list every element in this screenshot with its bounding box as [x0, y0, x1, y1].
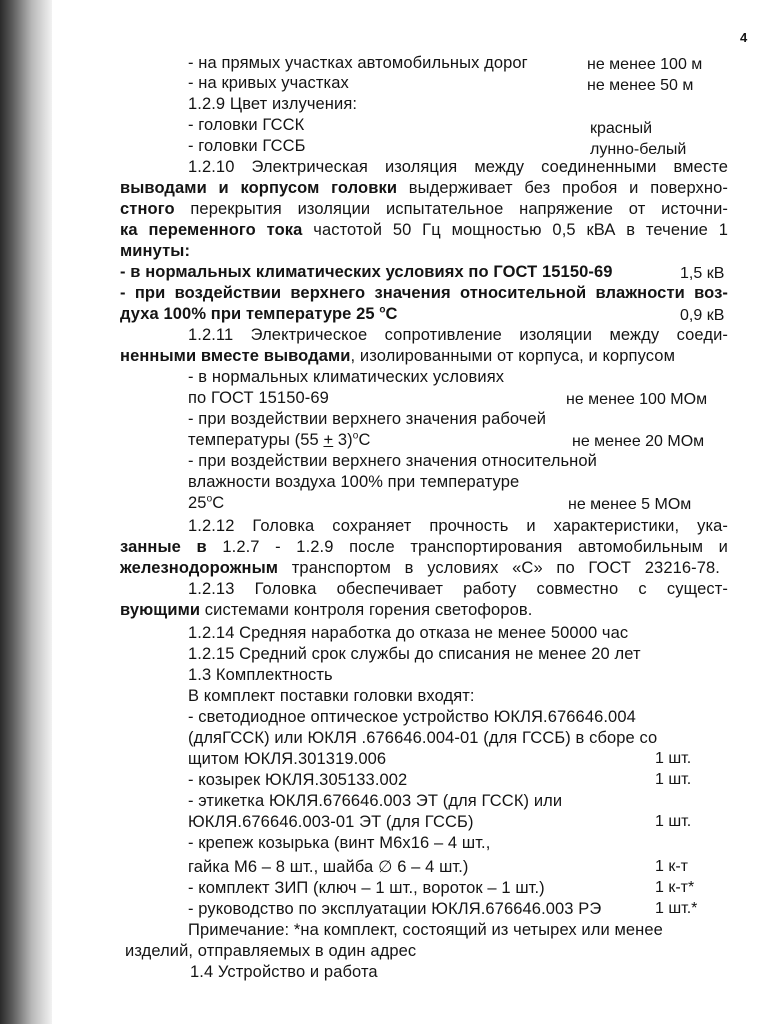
degree-sign: о [379, 304, 386, 316]
unit: С [212, 494, 225, 512]
bold-text: ненными вместе выводами [120, 347, 351, 365]
list-item: - руководство по эксплуатации ЮКЛЯ.676646.003 РЭ [188, 900, 602, 918]
list-item: - крепеж козырька (винт М6х16 – 4 шт., [188, 834, 491, 852]
paragraph-line: - в нормальных климатических условиях по ГОСТ 15150-69 [120, 263, 613, 281]
value: 0,9 кВ [680, 307, 725, 324]
note-line: Примечание: *на комплект, состоящий из четырех или менее [188, 921, 663, 939]
unit: С [358, 431, 371, 449]
quantity: 1 шт. [655, 813, 692, 830]
paragraph-line: минуты: [120, 242, 191, 260]
paragraph-line: 1.2.13 Головка обеспечивает работу совместно с сущест- [188, 580, 728, 598]
bold-text: духа 100% при температуре 25 [120, 305, 375, 323]
bold-text: ка переменного тока [120, 221, 303, 239]
list-item: - этикетка ЮКЛЯ.676646.003 ЭТ (для ГССК) или [188, 792, 563, 810]
text: температуры (55 [188, 431, 319, 449]
unit: С [385, 305, 398, 323]
quantity: 1 к-т* [655, 879, 695, 896]
degree-sign: о [352, 430, 359, 442]
text: перекрытия изоляции испытательное напряжение от источни- [174, 200, 728, 218]
text-line [188, 430, 370, 450]
text-line: - при воздействии верхнего значения рабочей [188, 410, 547, 428]
value: не менее 50 м [587, 77, 694, 94]
text-line: - головки ГССБ [188, 137, 306, 155]
text: 6 – 4 шт.) [397, 858, 469, 876]
value: красный [590, 120, 653, 137]
quantity: 1 шт. [655, 771, 692, 788]
text: 25 [188, 494, 207, 512]
value: не менее 100 м [587, 56, 703, 73]
text: транспортом в условиях «С» по ГОСТ 23216-78. [278, 559, 720, 577]
paragraph-line: 1.2.11 Электрическое сопротивление изоляции между соеди- [188, 326, 728, 344]
section-heading: 1.3 Комплектность [188, 666, 333, 684]
text: , изолированными от корпуса, и корпусом [350, 347, 676, 365]
list-item [188, 857, 469, 877]
section-heading: 1.2.9 Цвет излучения: [188, 95, 358, 113]
text-line: - на кривых участках [188, 74, 349, 92]
paragraph-line [120, 304, 398, 324]
paragraph-line [120, 600, 532, 620]
text-line: - при воздействии верхнего значения относительной [188, 452, 597, 470]
paragraph-line [120, 220, 728, 240]
list-item: - светодиодное оптическое устройство ЮКЛЯ.676646.004 [188, 708, 636, 726]
text-line: В комплект поставки головки входят: [188, 687, 475, 705]
bold-text: железнодорожным [120, 559, 279, 577]
note-line: изделий, отправляемых в один адрес [125, 942, 417, 960]
paragraph-line: 1.2.10 Электрическая изоляция между соединенными вместе [188, 158, 728, 176]
bold-text: стного [120, 200, 175, 218]
text: 3) [333, 431, 353, 449]
value: не менее 20 МОм [572, 433, 705, 450]
text-line: по ГОСТ 15150-69 [188, 389, 329, 407]
text-line: - головки ГССК [188, 116, 305, 134]
paragraph-line [120, 537, 728, 557]
list-item: (дляГССК) или ЮКЛЯ .676646.004-01 (для ГССБ) в сборе со [188, 729, 658, 747]
list-item: - козырек ЮКЛЯ.305133.002 [188, 771, 408, 789]
diameter-sign: ∅ [378, 858, 393, 876]
text-line: влажности воздуха 100% при температуре [188, 473, 520, 491]
paragraph-line [120, 199, 728, 219]
plus-minus-sign: + [323, 431, 334, 449]
paragraph-line [120, 558, 720, 578]
text-line: - на прямых участках автомобильных дорог [188, 54, 528, 72]
value: 1,5 кВ [680, 265, 725, 282]
text: гайка М6 – 8 шт., шайба [188, 858, 374, 876]
quantity: 1 шт. [655, 750, 692, 767]
list-item: щитом ЮКЛЯ.301319.006 [188, 750, 387, 768]
text: системами контроля горения светофоров. [200, 601, 533, 619]
paragraph-line: 1.2.12 Головка сохраняет прочность и характеристики, ука- [188, 517, 728, 535]
text-line: 1.2.14 Средняя наработка до отказа не менее 50000 час [188, 624, 629, 642]
paragraph-line: - при воздействии верхнего значения относительной влажности воз- [120, 284, 728, 302]
text-line: 1.2.15 Средний срок службы до списания не менее 20 лет [188, 645, 641, 663]
list-item: ЮКЛЯ.676646.003-01 ЭТ (для ГССБ) [188, 813, 474, 831]
bold-text: выводами и корпусом головки [120, 179, 398, 197]
text-line: - в нормальных климатических условиях [188, 368, 505, 386]
section-heading: 1.4 Устройство и работа [190, 963, 378, 981]
page-number: 4 [740, 30, 748, 45]
value: не менее 5 МОм [568, 496, 692, 513]
text: частотой 50 Гц мощностью 0,5 кВА в течение 1 [302, 221, 728, 239]
bold-text: вующими [120, 601, 201, 619]
value: не менее 100 МОм [566, 391, 708, 408]
text-line [188, 493, 224, 513]
degree-sign: о [206, 493, 213, 505]
paragraph-line [120, 178, 728, 198]
paragraph-line [120, 346, 675, 366]
quantity: 1 шт.* [655, 900, 698, 917]
text: выдерживает без пробоя и поверхно- [397, 179, 728, 197]
quantity: 1 к-т [655, 858, 688, 875]
value: лунно-белый [590, 141, 687, 158]
text: 1.2.7 - 1.2.9 после транспортирования автомобильным и [206, 538, 728, 556]
list-item: - комплект ЗИП (ключ – 1 шт., вороток – 1 шт.) [188, 879, 545, 897]
bold-text: занные в [120, 538, 207, 556]
